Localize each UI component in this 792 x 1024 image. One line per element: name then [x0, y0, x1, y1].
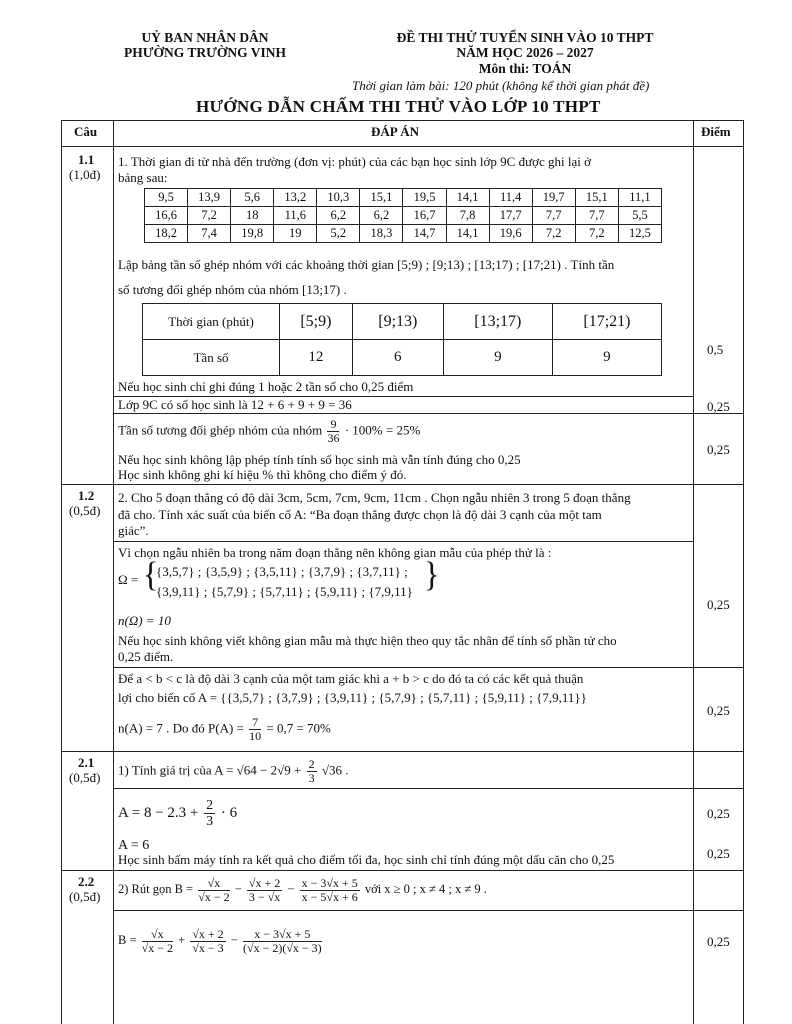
solution-line: Vì chọn ngẫu nhiên ba trong năm đoạn thẳng nên không gian mẫu của phép thử là : [118, 545, 552, 560]
fraction-den: (√x − 2)(√x − 3) [242, 940, 322, 955]
prompt-condition: với x ≥ 0 ; x ≠ 4 ; x ≠ 9 . [364, 882, 487, 896]
frequency-table [142, 303, 662, 376]
score-value: 0,25 [707, 806, 730, 821]
data-cell: 13,9 [188, 189, 231, 207]
right-brace: } [424, 554, 440, 594]
probability-result: = 0,7 = 70% [266, 720, 331, 736]
task-text: Lập bảng tần số ghép nhóm với các khoảng thời gian [5;9) ; [9;13) ; [13;17) ; [17;21) . Tính tần [118, 257, 615, 272]
fraction-den: √x − 3 [192, 940, 224, 955]
left-brace: { [143, 554, 159, 594]
question-id: 1.1 [78, 152, 95, 167]
question-prompt: 2) Rút gọn B = $\frac{√x}{√x - 2}$ − $\frac{√x + 2}{3 - √x}$ − $\frac{x - 3√x + 5}{x - 5√x + 6}$ với x ≥ 0 ; x ≠ 4 ; x ≠ 9 . [118, 875, 487, 904]
table-right-border [743, 120, 744, 1024]
fraction [190, 928, 225, 955]
question-prompt [118, 758, 348, 785]
data-cell: 7,4 [188, 225, 231, 243]
freq-interval: [5;9) [280, 304, 353, 340]
data-cell: 9,5 [145, 189, 188, 207]
data-cell: 19 [274, 225, 317, 243]
freq-interval: [13;17) [443, 304, 552, 340]
solution-line [118, 798, 237, 829]
table-col-divider-2 [693, 120, 694, 1024]
fraction [142, 928, 173, 955]
fraction [327, 418, 339, 445]
fraction-num: √x [198, 877, 229, 891]
fraction-den: √x − 2 [141, 940, 173, 955]
question-points: (0,5đ) [69, 503, 101, 518]
relative-freq-result: · 100% = 25% [344, 422, 421, 438]
fraction-den: √x − 2 [198, 889, 230, 904]
data-row [145, 225, 662, 243]
prompt-text: 2) Rút gọn B = [118, 882, 194, 896]
data-cell: 11,1 [618, 189, 661, 207]
fraction-num: 2 [206, 798, 214, 813]
data-cell: 7,2 [575, 225, 618, 243]
question-prompt: bảng sau: [118, 170, 168, 185]
score-value: 0,25 [707, 846, 730, 861]
score-value: 0,25 [707, 703, 730, 718]
issuer-line-1: UỶ BAN NHÂN DÂN [141, 30, 269, 45]
exam-title-line-2: NĂM HỌC 2026 – 2027 [456, 45, 594, 60]
data-row [145, 207, 662, 225]
data-cell: 11,6 [274, 207, 317, 225]
freq-interval: [17;21) [552, 304, 661, 340]
step-text: B = [118, 933, 137, 947]
fraction [300, 877, 360, 904]
solution-line: n(Ω) = 10 [118, 613, 171, 628]
solution-line: Lớp 9C có số học sinh là 12 + 6 + 9 + 9 = 36 [118, 397, 352, 412]
data-cell: 19,7 [532, 189, 575, 207]
row-divider-2-2 [61, 870, 744, 871]
row-divider-2-1 [61, 751, 744, 752]
issuer-line-2: PHƯỜNG TRƯỜNG VINH [123, 45, 286, 60]
question-prompt: 1. Thời gian đi từ nhà đến trường (đơn vị: phút) của các bạn học sinh lớp 9C được ghi lại ở [118, 154, 592, 169]
freq-header: Thời gian (phút) [143, 304, 280, 340]
sample-space-row: {3,9,11} ; {5,7,9} ; {5,7,11} ; {5,9,11} ; {7,9,11} [156, 584, 413, 599]
fraction [243, 928, 322, 955]
question-prompt: 2. Cho 5 đoạn thẳng có độ dài 3cm, 5cm, 7cm, 9cm, 11cm . Chọn ngẫu nhiên 3 trong 5 đoạn thẳng [118, 490, 631, 505]
solution-line [118, 418, 420, 445]
question-points: (1,0đ) [69, 167, 101, 182]
question-prompt: đã cho. Tính xác suất của biến cố A: “Ba đoạn thẳng được chọn là độ dài 3 cạnh của một tam [118, 507, 602, 522]
data-cell: 18,2 [145, 225, 188, 243]
fraction-num: 7 [249, 716, 261, 730]
fraction-num: 9 [327, 418, 339, 432]
score-value: 0,5 [707, 342, 724, 357]
freq-label: Tần số [143, 340, 280, 376]
table-top-border [61, 120, 744, 121]
step-text: A = 8 − 2.3 + [118, 804, 199, 821]
freq-interval: [9;13) [352, 304, 443, 340]
data-cell: 7,7 [532, 207, 575, 225]
prompt-text: 1) Tính giá trị của A = √64 − 2√9 + [118, 762, 302, 778]
data-cell: 18 [231, 207, 274, 225]
data-cell: 5,5 [618, 207, 661, 225]
relative-freq-text: Tần số tương đối ghép nhóm của nhóm [118, 422, 323, 438]
solution-line: Để a < b < c là độ dài 3 cạnh của một tam giác khi a + b > c do đó ta có các kết quả thuận [118, 671, 584, 686]
grading-note: Nếu học sinh không viết không gian mẫu mà thực hiện theo quy tắc nhân để tính số phần tử cho [118, 633, 617, 648]
data-cell: 13,2 [274, 189, 317, 207]
data-cell: 5,6 [231, 189, 274, 207]
document-title: HƯỚNG DẪN CHẤM THI THỬ VÀO LỚP 10 THPT [196, 97, 601, 116]
fraction-den: 3 [308, 771, 315, 785]
score-value: 0,25 [707, 597, 730, 612]
row-divider-1-2 [61, 484, 744, 485]
fraction-den: 3 − √x [248, 889, 281, 904]
freq-value: 6 [352, 340, 443, 376]
exam-time-note: Thời gian làm bài: 120 phút (không kể thời gian phát đề) [352, 78, 650, 93]
question-points: (0,5đ) [69, 770, 101, 785]
exam-subject: Môn thi: TOÁN [478, 61, 572, 76]
fraction-num: √x + 2 [248, 875, 281, 890]
data-cell: 19,6 [489, 225, 532, 243]
data-cell: 19,8 [231, 225, 274, 243]
solution-line: B = $\frac{√x}{√x - 2}$ + $\frac{√x + 2}{√x - 3}$ − $\frac{x - 3√x + 5}{(√x - 2)(√x - 3)}$ [118, 926, 322, 955]
omega-lhs: Ω = [118, 572, 139, 587]
grading-note: Học sinh không ghi kí hiệu % thì không cho điểm ý đó. [118, 467, 407, 482]
data-cell: 14,1 [446, 225, 489, 243]
probability-lhs: n(A) = 7 . Do đó P(A) = [118, 720, 244, 736]
grading-note: 0,25 điểm. [118, 649, 174, 664]
fraction [307, 758, 317, 785]
data-cell: 17,7 [489, 207, 532, 225]
table-header-bottom [61, 146, 744, 147]
col-header-question: Câu [74, 124, 98, 139]
data-cell: 18,3 [360, 225, 403, 243]
subrow-divider [113, 541, 693, 542]
fraction-num: x − 3√x + 5 [243, 928, 322, 942]
grading-note: Nếu học sinh chỉ ghi đúng 1 hoặc 2 tần số cho 0,25 điểm [118, 379, 414, 394]
fraction-num: √x + 2 [192, 926, 224, 941]
fraction-den: 10 [249, 729, 262, 743]
subrow-divider [113, 788, 743, 789]
data-cell: 15,1 [575, 189, 618, 207]
exam-title-line-1: ĐỀ THI THỬ TUYỂN SINH VÀO 10 THPT [396, 30, 654, 45]
question-id: 2.1 [78, 755, 95, 770]
data-cell: 6,2 [317, 207, 360, 225]
question-id: 2.2 [78, 874, 95, 889]
fraction [204, 798, 215, 829]
col-header-score: Điểm [701, 124, 731, 139]
solution-line: lợi cho biến cố A = {{3,5,7} ; {3,7,9} ; {3,9,11} ; {5,7,9} ; {5,7,11} ; {5,9,11} ; {7,9,11}} [118, 690, 587, 705]
sample-space-row: {3,5,7} ; {3,5,9} ; {3,5,11} ; {3,7,9} ; {3,7,11} ; [156, 564, 408, 579]
prompt-text: √36 . [321, 762, 349, 778]
subrow-divider [113, 667, 743, 668]
fraction-num: x − 3√x + 5 [301, 875, 358, 890]
data-cell: 14,1 [446, 189, 489, 207]
fraction [247, 877, 282, 904]
data-cell: 7,7 [575, 207, 618, 225]
data-cell: 7,2 [188, 207, 231, 225]
fraction [198, 877, 229, 904]
table-col-divider-1 [113, 120, 114, 1024]
fraction-den: x − 5√x + 6 [301, 889, 358, 904]
grading-note: Học sinh bấm máy tính ra kết quả cho điểm tối đa, học sinh chỉ tính đúng một dấu căn cho 0,25 [118, 852, 615, 867]
fraction-den: 36 [327, 431, 340, 445]
subrow-divider [113, 413, 743, 414]
step-text: · 6 [220, 804, 238, 821]
data-cell: 7,8 [446, 207, 489, 225]
data-cell: 10,3 [317, 189, 360, 207]
raw-data-table [144, 188, 662, 243]
task-text: số tương đối ghép nhóm của nhóm [13;17) . [118, 282, 347, 297]
freq-value: 9 [552, 340, 661, 376]
data-cell: 15,1 [360, 189, 403, 207]
score-value: 0,25 [707, 934, 730, 949]
fraction-den: 3 [206, 814, 214, 829]
score-value: 0,25 [707, 442, 730, 457]
data-cell: 16,7 [403, 207, 446, 225]
fraction-num: √x [142, 928, 173, 942]
table-left-border [61, 120, 62, 1024]
data-cell: 16,6 [145, 207, 188, 225]
question-prompt: giác”. [118, 523, 149, 538]
score-value: 0,25 [707, 399, 730, 414]
data-cell: 7,2 [532, 225, 575, 243]
col-header-answer: ĐÁP ÁN [371, 124, 420, 139]
solution-line: A = 6 [118, 838, 150, 853]
freq-value: 9 [443, 340, 552, 376]
data-cell: 11,4 [489, 189, 532, 207]
data-cell: 12,5 [618, 225, 661, 243]
subrow-divider [113, 910, 743, 911]
fraction-num: 2 [308, 757, 315, 771]
data-cell: 19,5 [403, 189, 446, 207]
data-row [145, 189, 662, 207]
grading-note: Nếu học sinh không lập phép tính tính số học sinh mà vẫn tính đúng cho 0,25 [118, 452, 521, 467]
freq-value: 12 [280, 340, 353, 376]
fraction [249, 716, 261, 743]
solution-line [118, 716, 331, 743]
question-points: (0,5đ) [69, 889, 101, 904]
question-id: 1.2 [78, 488, 95, 503]
data-cell: 14,7 [403, 225, 446, 243]
data-cell: 6,2 [360, 207, 403, 225]
data-cell: 5,2 [317, 225, 360, 243]
